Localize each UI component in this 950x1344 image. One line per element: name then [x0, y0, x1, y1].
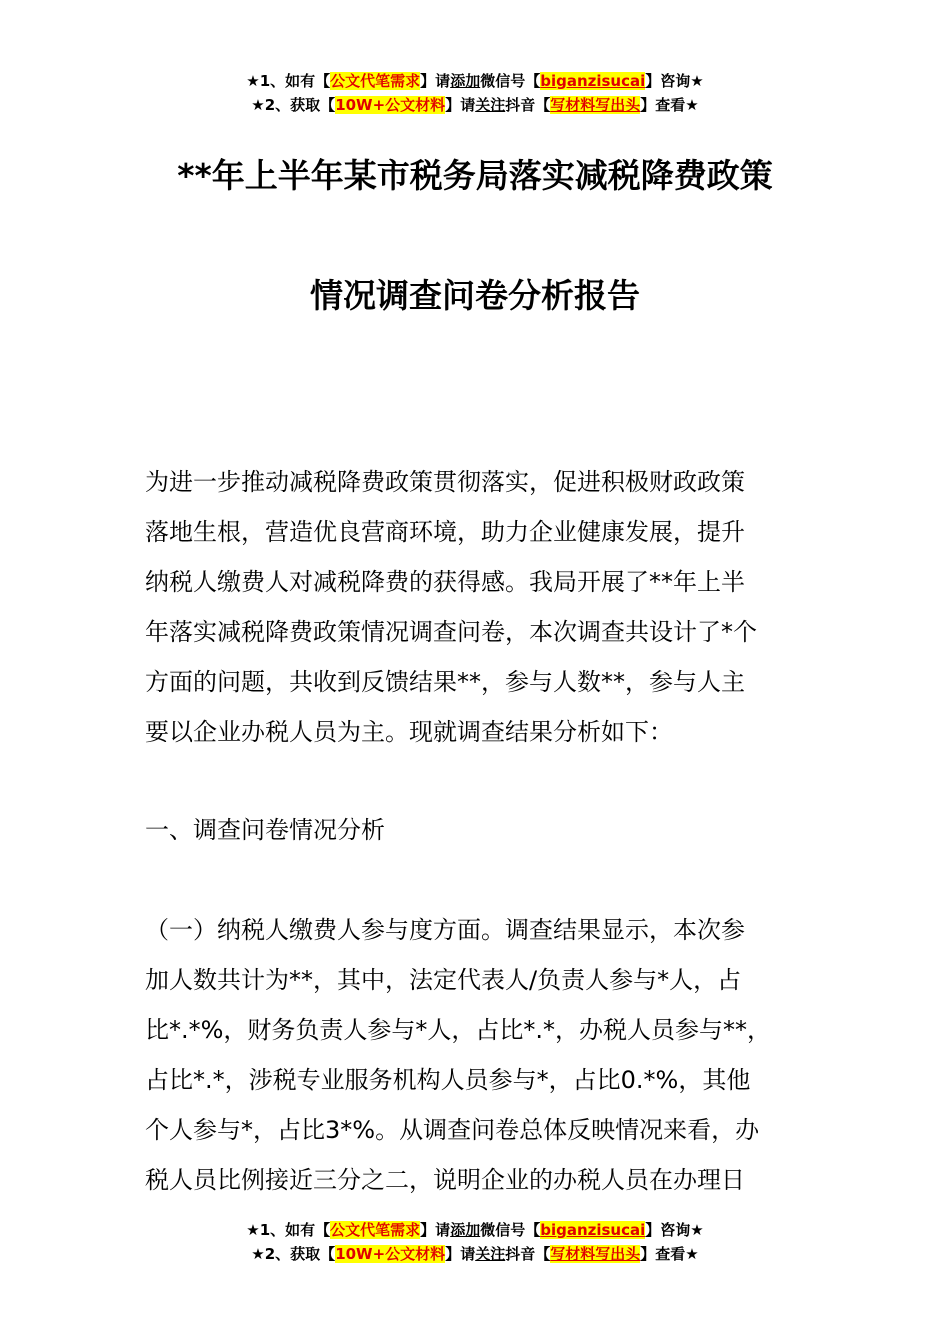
text-line: 个人参与*，占比3*%。从调查问卷总体反映情况来看，办 — [145, 1116, 760, 1144]
text: 】请 — [445, 96, 476, 114]
text: 】请 — [420, 72, 451, 90]
text-line: 纳税人缴费人对减税降费的获得感。我局开展了**年上半 — [145, 568, 745, 596]
text: 抖音【 — [505, 1245, 551, 1263]
doc-title-line-2: 情况调查问卷分析报告 — [310, 276, 640, 315]
text: ★2、获取【 — [251, 1245, 336, 1263]
wechat-id-link[interactable]: biganzisucai — [540, 72, 646, 90]
text-line: 方面的问题，共收到反馈结果**，参与人数**，参与人主 — [145, 668, 745, 696]
banner-line-2 — [0, 1242, 950, 1266]
doc-title-line-1: **年上半年某市税务局落实减税降费政策 — [177, 156, 773, 195]
section-heading — [145, 805, 835, 855]
paragraph-intro — [145, 457, 835, 757]
text: ★1、如有【 — [246, 1221, 331, 1239]
text: ★2、获取【 — [251, 96, 336, 114]
text: 抖音【 — [505, 96, 551, 114]
text: ★1、如有【 — [246, 72, 331, 90]
highlight: 公文代笔需求 — [330, 1221, 421, 1239]
text-line: 比*.*%，财务负责人参与*人，占比*.*，办税人员参与**， — [145, 1016, 772, 1044]
text-line: 落地生根，营造优良营商环境，助力企业健康发展，提升 — [145, 518, 745, 546]
text-line: 为进一步推动减税降费政策贯彻落实，促进积极财政政策 — [145, 468, 745, 496]
text: 关注 — [475, 96, 506, 114]
paragraph-participation — [145, 905, 835, 1205]
promo-banner-top — [0, 69, 950, 117]
text-line: 加人数共计为**，其中，法定代表人/负责人参与*人，占 — [145, 966, 742, 994]
text: 】请 — [420, 1221, 451, 1239]
text: 】咨询★ — [645, 72, 704, 90]
text-line: 要以企业办税人员为主。现就调查结果分析如下： — [145, 718, 673, 746]
text-line: 年落实减税降费政策情况调查问卷，本次调查共设计了*个 — [145, 618, 757, 646]
text-line: 占比*.*，涉税专业服务机构人员参与*，占比0.*%，其他 — [145, 1066, 751, 1094]
highlight: 10W+公文材料 — [335, 96, 446, 114]
wechat-id-link[interactable]: biganzisucai — [540, 1221, 646, 1239]
text: 微信号【 — [480, 1221, 541, 1239]
text: 】咨询★ — [645, 1221, 704, 1239]
highlight: 10W+公文材料 — [335, 1245, 446, 1263]
text: 关注 — [475, 1245, 506, 1263]
douyin-link[interactable]: 写材料写出头 — [550, 96, 641, 114]
promo-banner-bottom — [0, 1218, 950, 1266]
banner-line-1 — [0, 1218, 950, 1242]
text: 】请 — [445, 1245, 476, 1263]
highlight: 公文代笔需求 — [330, 72, 421, 90]
text: 】查看★ — [640, 96, 699, 114]
text: 】查看★ — [640, 1245, 699, 1263]
banner-line-1 — [0, 69, 950, 93]
text: 微信号【 — [480, 72, 541, 90]
text: 添加 — [450, 72, 481, 90]
text-line: （一）纳税人缴费人参与度方面。调查结果显示，本次参 — [145, 916, 745, 944]
text: 添加 — [450, 1221, 481, 1239]
douyin-link[interactable]: 写材料写出头 — [550, 1245, 641, 1263]
heading-text: 一、调查问卷情况分析 — [145, 816, 385, 844]
banner-line-2 — [0, 93, 950, 117]
text-line: 税人员比例接近三分之二，说明企业的办税人员在办理日 — [145, 1166, 745, 1194]
